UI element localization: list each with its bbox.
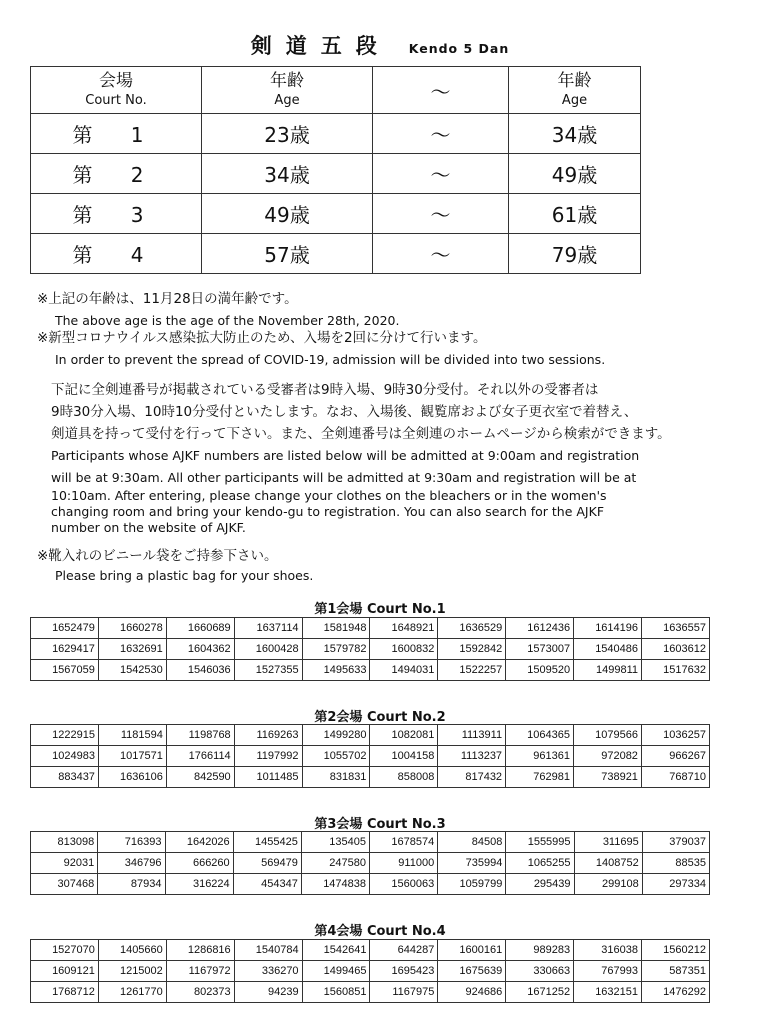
tilde-cell: ～: [373, 114, 509, 154]
court-1-table: [30, 617, 710, 681]
table-row: [31, 832, 710, 853]
number-cell: 644287: [370, 940, 438, 961]
number-cell: 817432: [438, 767, 506, 788]
number-cell: 1286816: [166, 940, 234, 961]
note-bag-en: Please bring a plastic bag for your shoes.: [55, 568, 314, 583]
number-cell: 1660278: [98, 618, 166, 639]
number-cell: 1261770: [98, 982, 166, 1003]
age-to-cell: 79歳: [509, 234, 641, 274]
number-cell: 1198768: [166, 725, 234, 746]
number-cell: 1494031: [370, 660, 438, 681]
number-cell: 1766114: [166, 746, 234, 767]
court-cell: 第 2: [31, 154, 202, 194]
age-to-cell: 49歳: [509, 154, 641, 194]
age-table-header: [31, 67, 641, 114]
number-cell: 1600428: [234, 639, 302, 660]
number-cell: 1579782: [302, 639, 370, 660]
number-cell: 94239: [234, 982, 302, 1003]
number-cell: 1560851: [302, 982, 370, 1003]
title-jp: 剣道五段: [250, 34, 391, 58]
note-age-en: The above age is the age of the November 28th, 2020.: [55, 313, 400, 328]
number-cell: 87934: [98, 874, 165, 895]
para-en-5: number on the website of AJKF.: [51, 520, 246, 535]
number-cell: 1167975: [370, 982, 438, 1003]
number-cell: 961361: [506, 746, 574, 767]
table-row: [31, 618, 710, 639]
court-header-en: Court No.: [85, 93, 147, 108]
note-covid-en: In order to prevent the spread of COVID-19, admission will be divided into two sessions.: [55, 352, 606, 367]
tilde-header: ～: [430, 79, 451, 104]
number-cell: 972082: [574, 746, 642, 767]
number-cell: 1474838: [301, 874, 369, 895]
number-cell: 295439: [506, 874, 574, 895]
court-header-jp: 会場: [99, 71, 133, 91]
age-row: [31, 154, 641, 194]
number-cell: 1542641: [302, 940, 370, 961]
number-cell: 1642026: [165, 832, 233, 853]
number-cell: 1064365: [506, 725, 574, 746]
number-cell: 307468: [31, 874, 98, 895]
number-cell: 1113237: [438, 746, 506, 767]
number-cell: 831831: [302, 767, 370, 788]
number-cell: 1408752: [574, 853, 642, 874]
court-2-title: 第2会場 Court No.2: [314, 710, 446, 725]
number-cell: 299108: [574, 874, 642, 895]
number-cell: 842590: [166, 767, 234, 788]
number-cell: 330663: [506, 961, 574, 982]
number-cell: 1079566: [574, 725, 642, 746]
age-row: [31, 114, 641, 154]
number-cell: 1648921: [370, 618, 438, 639]
number-cell: 1055702: [302, 746, 370, 767]
number-cell: 84508: [438, 832, 506, 853]
table-row: [31, 746, 710, 767]
number-cell: 311695: [574, 832, 642, 853]
number-cell: 1612436: [506, 618, 574, 639]
number-cell: 1167972: [166, 961, 234, 982]
number-cell: 316038: [574, 940, 642, 961]
number-cell: 989283: [506, 940, 574, 961]
para-en-3: 10:10am. After entering, please change your clothes on the bleachers or in the women's: [51, 488, 607, 503]
number-cell: 1560063: [370, 874, 438, 895]
number-cell: 1546036: [166, 660, 234, 681]
number-cell: 1600832: [370, 639, 438, 660]
number-cell: 454347: [233, 874, 301, 895]
number-cell: 1695423: [370, 961, 438, 982]
age2-header-jp: 年齢: [557, 71, 592, 91]
number-cell: 1181594: [98, 725, 166, 746]
number-cell: 1509520: [506, 660, 574, 681]
number-cell: 1169263: [234, 725, 302, 746]
number-cell: 336270: [234, 961, 302, 982]
number-cell: 1768712: [31, 982, 99, 1003]
number-cell: 966267: [641, 746, 709, 767]
number-cell: 768710: [641, 767, 709, 788]
number-cell: 297334: [642, 874, 709, 895]
number-cell: 1632691: [98, 639, 166, 660]
table-row: [31, 853, 710, 874]
number-cell: 924686: [438, 982, 506, 1003]
number-cell: 1600161: [438, 940, 506, 961]
number-cell: 802373: [166, 982, 234, 1003]
age-table: [30, 66, 641, 274]
age-from-cell: 34歳: [202, 154, 373, 194]
number-cell: 858008: [370, 767, 438, 788]
number-cell: 1065255: [506, 853, 574, 874]
number-cell: 1540486: [574, 639, 642, 660]
number-cell: 762981: [506, 767, 574, 788]
tilde-cell: ～: [373, 234, 509, 274]
number-cell: 1637114: [234, 618, 302, 639]
number-cell: 1113911: [438, 725, 506, 746]
number-cell: 1678574: [370, 832, 438, 853]
number-cell: 1540784: [234, 940, 302, 961]
number-cell: 716393: [98, 832, 165, 853]
para-jp-3: 剣道具を持って受付を行って下さい。また、全剣連番号は全剣連のホームページから検索ができます。: [51, 426, 671, 442]
number-cell: 569479: [233, 853, 301, 874]
number-cell: 1603612: [642, 639, 710, 660]
para-en-4: changing room and bring your kendo-gu to registration. You can also search for the AJKF: [51, 504, 605, 519]
age-row: [31, 194, 641, 234]
number-cell: 587351: [642, 961, 710, 982]
table-row: [31, 767, 710, 788]
table-row: [31, 982, 710, 1003]
number-cell: 1082081: [370, 725, 438, 746]
number-cell: 135405: [301, 832, 369, 853]
number-cell: 1024983: [31, 746, 99, 767]
para-en-2: will be at 9:30am. All other participants will be admitted at 9:30am and registration will be at: [51, 470, 637, 485]
number-cell: 1592842: [438, 639, 506, 660]
number-cell: 666260: [165, 853, 233, 874]
number-cell: 1527070: [31, 940, 99, 961]
number-cell: 767993: [574, 961, 642, 982]
number-cell: 1652479: [31, 618, 99, 639]
number-cell: 1675639: [438, 961, 506, 982]
number-cell: 1636106: [98, 767, 166, 788]
number-cell: 1604362: [166, 639, 234, 660]
tilde-cell: ～: [373, 154, 509, 194]
number-cell: 92031: [31, 853, 98, 874]
number-cell: 1636529: [438, 618, 506, 639]
number-cell: 1405660: [98, 940, 166, 961]
age-header-jp: 年齢: [270, 71, 304, 91]
number-cell: 1542530: [98, 660, 166, 681]
number-cell: 346796: [98, 853, 165, 874]
table-row: [31, 874, 710, 895]
number-cell: 1609121: [31, 961, 99, 982]
number-cell: 1499465: [302, 961, 370, 982]
note-bag-jp: ※靴入れのビニール袋をご持参下さい。: [37, 548, 278, 564]
number-cell: 316224: [165, 874, 233, 895]
number-cell: 1499280: [302, 725, 370, 746]
age-from-cell: 57歳: [202, 234, 373, 274]
note-covid-jp: ※新型コロナウイルス感染拡大防止のため、入場を2回に分けて行います。: [37, 330, 487, 346]
table-row: [31, 725, 710, 746]
number-cell: 1499811: [574, 660, 642, 681]
age-to-cell: 61歳: [509, 194, 641, 234]
number-cell: 1581948: [302, 618, 370, 639]
number-cell: 1636557: [642, 618, 710, 639]
number-cell: 1004158: [370, 746, 438, 767]
number-cell: 1215002: [98, 961, 166, 982]
court-2-table: [30, 724, 710, 788]
para-jp-2: 9時30分入場、10時10分受付といたします。なお、入場後、観覧席および女子更衣室で着替え、: [51, 404, 638, 420]
court-cell: 第 1: [31, 114, 202, 154]
age-from-cell: 49歳: [202, 194, 373, 234]
number-cell: 1011485: [234, 767, 302, 788]
number-cell: 813098: [31, 832, 98, 853]
number-cell: 1567059: [31, 660, 99, 681]
number-cell: 1017571: [98, 746, 166, 767]
para-jp-1: 下記に全剣連番号が掲載されている受審者は9時入場、9時30分受付。それ以外の受審者は: [51, 382, 599, 398]
page-title: [0, 30, 760, 60]
number-cell: 883437: [31, 767, 99, 788]
number-cell: 1036257: [641, 725, 709, 746]
number-cell: 1197992: [234, 746, 302, 767]
number-cell: 1573007: [506, 639, 574, 660]
number-cell: 1632151: [574, 982, 642, 1003]
number-cell: 1517632: [642, 660, 710, 681]
age2-header-en: Age: [561, 93, 588, 108]
number-cell: 1455425: [233, 832, 301, 853]
age-header-en: Age: [274, 93, 300, 108]
table-row: [31, 639, 710, 660]
number-cell: 1476292: [642, 982, 710, 1003]
table-row: [31, 660, 710, 681]
number-cell: 1660689: [166, 618, 234, 639]
number-cell: 1560212: [642, 940, 710, 961]
number-cell: 379037: [642, 832, 709, 853]
table-row: [31, 940, 710, 961]
number-cell: 735994: [438, 853, 506, 874]
court-3-table: [30, 831, 710, 895]
court-4-table: [30, 939, 710, 1003]
table-row: [31, 961, 710, 982]
number-cell: 1522257: [438, 660, 506, 681]
court-cell: 第 4: [31, 234, 202, 274]
number-cell: 1495633: [302, 660, 370, 681]
court-4-title: 第4会場 Court No.4: [314, 924, 446, 939]
age-from-cell: 23歳: [202, 114, 373, 154]
number-cell: 1222915: [31, 725, 99, 746]
note-age-jp: ※上記の年齢は、11月28日の満年齢です。: [37, 291, 298, 307]
number-cell: 247580: [301, 853, 369, 874]
number-cell: 88535: [642, 853, 709, 874]
title-en: Kendo 5 Dan: [408, 41, 510, 56]
number-cell: 738921: [574, 767, 642, 788]
age-row: [31, 234, 641, 274]
court-cell: 第 3: [31, 194, 202, 234]
court-1-title: 第1会場 Court No.1: [314, 602, 446, 617]
number-cell: 911000: [370, 853, 438, 874]
para-en-1: Participants whose AJKF numbers are listed below will be admitted at 9:00am and registration: [51, 448, 640, 463]
number-cell: 1671252: [506, 982, 574, 1003]
age-to-cell: 34歳: [509, 114, 641, 154]
court-3-title: 第3会場 Court No.3: [314, 817, 446, 832]
number-cell: 1629417: [31, 639, 99, 660]
number-cell: 1527355: [234, 660, 302, 681]
tilde-cell: ～: [373, 194, 509, 234]
number-cell: 1555995: [506, 832, 574, 853]
number-cell: 1059799: [438, 874, 506, 895]
number-cell: 1614196: [574, 618, 642, 639]
